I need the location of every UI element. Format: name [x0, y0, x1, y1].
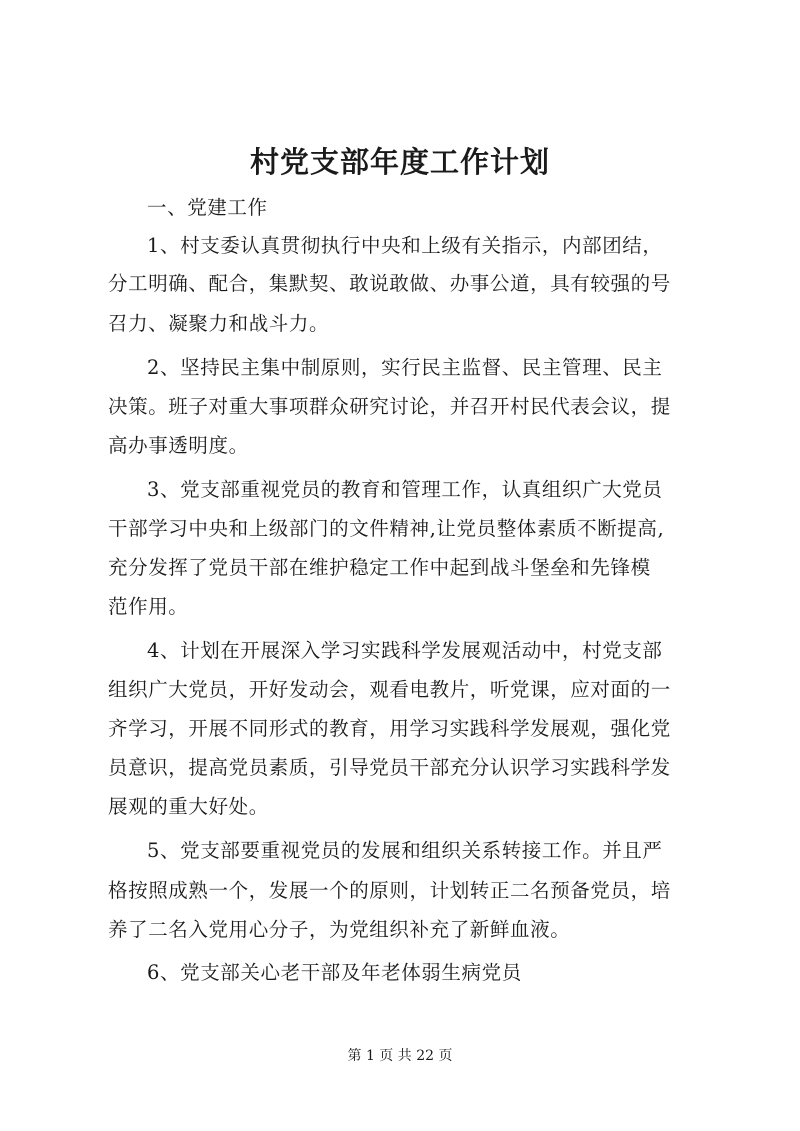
paragraph-2-line-1: 2、坚持民主集中制原则，实行民主监督、民主管理、民主: [147, 356, 663, 379]
paragraph-5-line-2: 格按照成熟一个，发展一个的原则，计划转正二名预备党员，培: [108, 879, 671, 902]
paragraph-3-line-4: 范作用。: [108, 595, 189, 618]
paragraph-1-line-1: 1、村支委认真贯彻执行中央和上级有关指示，内部团结，: [147, 234, 663, 257]
paragraph-4-line-1: 4、计划在开展深入学习实践科学发展观活动中，村党支部: [147, 639, 663, 662]
paragraph-4-line-3: 齐学习，开展不同形式的教育，用学习实践科学发展观，强化党: [108, 717, 671, 740]
paragraph-4-line-5: 展观的重大好处。: [108, 795, 269, 818]
paragraph-4-line-2: 组织广大党员，开好发动会，观看电教片，听党课，应对面的一: [108, 678, 671, 701]
section-heading: 一、党建工作: [147, 196, 268, 219]
paragraph-3-line-2: 干部学习中央和上级部门的文件精神,让党员整体素质不断提高,: [108, 517, 665, 540]
paragraph-1-line-3: 召力、凝聚力和战斗力。: [108, 312, 330, 335]
paragraph-3-line-1: 3、党支部重视党员的教育和管理工作，认真组织广大党员: [147, 478, 663, 501]
paragraph-2-line-3: 高办事透明度。: [108, 434, 249, 457]
paragraph-5-line-1: 5、党支部要重视党员的发展和组织关系转接工作。并且严: [147, 839, 663, 862]
paragraph-2-line-2: 决策。班子对重大事项群众研究讨论，并召开村民代表会议，提: [108, 395, 671, 418]
paragraph-3-line-3: 充分发挥了党员干部在维护稳定工作中起到战斗堡垒和先锋模: [108, 556, 651, 579]
paragraph-5-line-3: 养了二名入党用心分子，为党组织补充了新鲜血液。: [108, 918, 571, 941]
page-title: 村党支部年度工作计划: [249, 145, 550, 179]
page-footer: 第 1 页 共 22 页: [347, 1048, 453, 1064]
paragraph-6-line-1: 6、党支部关心老干部及年老体弱生病党员: [147, 961, 522, 984]
paragraph-4-line-4: 员意识，提高党员素质，引导党员干部充分认识学习实践科学发: [108, 756, 671, 779]
paragraph-1-line-2: 分工明确、配合，集默契、敢说敢做、办事公道，具有较强的号: [108, 272, 671, 295]
